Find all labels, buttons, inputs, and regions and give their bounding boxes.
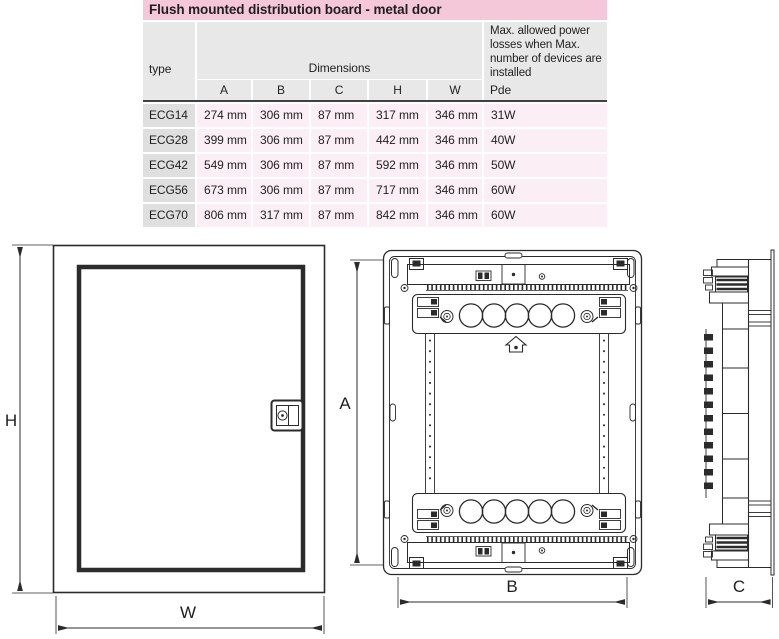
row-value-cell: 346 mm: [428, 179, 482, 202]
row-value-cell: 306 mm: [253, 179, 309, 202]
house-arrow-icon: [506, 337, 526, 353]
row-value-cell: 40W: [484, 129, 607, 152]
row-value-cell: 673 mm: [197, 179, 251, 202]
row-value-cell: 306 mm: [253, 129, 309, 152]
side-depth-label: C: [732, 577, 746, 596]
row-value-cell: 87 mm: [311, 179, 367, 202]
row-value-cell: 442 mm: [369, 129, 426, 152]
row-value-cell: 87 mm: [311, 129, 367, 152]
table-header: [143, 22, 607, 102]
header-dim-h: H: [369, 80, 426, 100]
door-lock: [272, 401, 303, 431]
front-width-label: W: [179, 603, 197, 622]
row-value-cell: 592 mm: [369, 154, 426, 177]
row-value-cell: 50W: [484, 154, 607, 177]
header-pde-description: Max. allowed power losses when Max. number of devices are installed: [490, 24, 602, 79]
row-value-cell: 317 mm: [369, 104, 426, 127]
row-value-cell: 60W: [484, 179, 607, 202]
header-type-label: type: [149, 61, 172, 76]
header-dimensions: [197, 22, 482, 79]
header-dim-w: W: [428, 80, 482, 100]
inner-width-label: B: [506, 577, 518, 596]
row-value-cell: 317 mm: [253, 204, 309, 227]
header-pde: [484, 22, 607, 100]
row-value-cell: 87 mm: [311, 204, 367, 227]
row-value-cell: 306 mm: [253, 104, 309, 127]
front-view-drawing: [5, 245, 325, 634]
header-type: [143, 22, 195, 100]
row-type-cell: ECG42: [143, 154, 195, 177]
header-dim-a: A: [197, 80, 251, 100]
header-dimensions-label: Dimensions: [308, 60, 371, 75]
table-body: [143, 104, 607, 227]
row-value-cell: 346 mm: [428, 129, 482, 152]
row-type-cell: ECG14: [143, 104, 195, 127]
row-value-cell: 717 mm: [369, 179, 426, 202]
row-value-cell: 346 mm: [428, 154, 482, 177]
row-value-cell: 306 mm: [253, 154, 309, 177]
row-value-cell: 87 mm: [311, 104, 367, 127]
inner-height-label: A: [339, 394, 351, 413]
inner-view-drawing: [339, 251, 641, 609]
side-view-drawing: [704, 250, 775, 608]
header-dim-c: C: [311, 80, 367, 100]
row-value-cell: 87 mm: [311, 154, 367, 177]
header-dim-b: B: [253, 80, 309, 100]
row-value-cell: 274 mm: [197, 104, 251, 127]
spec-table: [143, 0, 607, 227]
row-value-cell: 346 mm: [428, 204, 482, 227]
row-value-cell: 60W: [484, 204, 607, 227]
row-value-cell: 806 mm: [197, 204, 251, 227]
row-value-cell: 31W: [484, 104, 607, 127]
row-value-cell: 842 mm: [369, 204, 426, 227]
row-type-cell: ECG70: [143, 204, 195, 227]
row-type-cell: ECG28: [143, 129, 195, 152]
row-value-cell: 346 mm: [428, 104, 482, 127]
table-title: Flush mounted distribution board - metal door: [143, 0, 607, 20]
row-value-cell: 549 mm: [197, 154, 251, 177]
front-height-label: H: [4, 411, 18, 430]
row-value-cell: 399 mm: [197, 129, 251, 152]
header-pde-label: Pde: [490, 82, 512, 97]
row-type-cell: ECG56: [143, 179, 195, 202]
